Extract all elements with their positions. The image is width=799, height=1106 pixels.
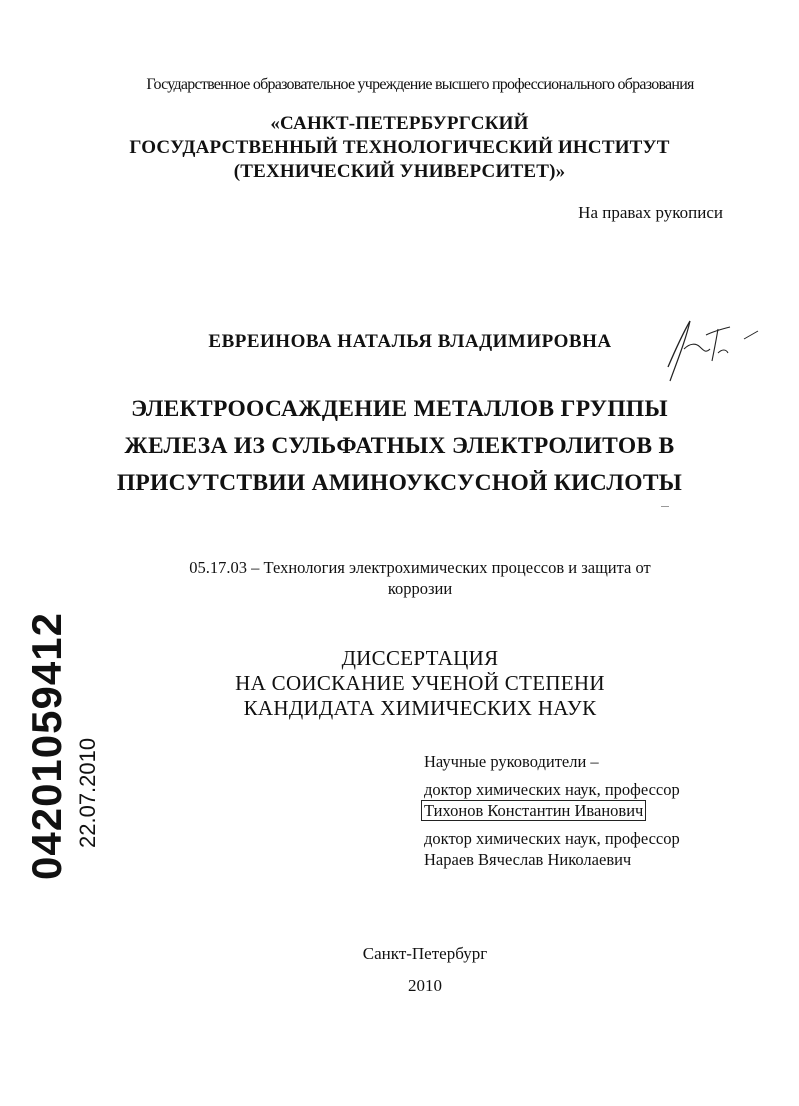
- thesis-title-line-1: ЭЛЕКТРООСАЖДЕНИЕ МЕТАЛЛОВ ГРУППЫ: [131, 396, 668, 422]
- university-name-line-2: ГОСУДАРСТВЕННЫЙ ТЕХНОЛОГИЧЕСКИЙ ИНСТИТУТ: [129, 137, 670, 158]
- specialty: [140, 557, 700, 599]
- university-name-line-3: (ТЕХНИЧЕСКИЙ УНИВЕРСИТЕТ)»: [233, 161, 566, 182]
- year: 2010: [408, 976, 442, 995]
- university-name: [0, 112, 799, 184]
- university-name-line-1: «САНКТ-ПЕТЕРБУРГСКИЙ: [270, 113, 529, 134]
- author-signature: [660, 313, 770, 385]
- degree-line-1: ДИССЕРТАЦИЯ: [341, 646, 499, 670]
- thesis-title: [0, 391, 799, 502]
- supervisors-block: [424, 751, 754, 870]
- supervisor-1-name: Тихонов Константин Иванович: [421, 800, 646, 821]
- rights-note: На правах рукописи: [578, 203, 723, 222]
- supervisor-2-title: доктор химических наук, профессор: [424, 829, 680, 848]
- specialty-line-2: коррозии: [387, 579, 453, 598]
- city: Санкт-Петербург: [362, 944, 488, 963]
- author-name: ЕВРЕИНОВА НАТАЛЬЯ ВЛАДИМИРОВНА: [208, 331, 612, 352]
- supervisor-2-name: Нараев Вячеслав Николаевич: [424, 850, 632, 869]
- thesis-title-line-3: ПРИСУТСТВИИ АМИНОУКСУСНОЙ КИСЛОТЫ: [116, 470, 683, 496]
- supervisor-1-title: доктор химических наук, профессор: [424, 780, 680, 799]
- degree-line-2: НА СОИСКАНИЕ УЧЕНОЙ СТЕПЕНИ: [235, 671, 605, 695]
- stamp-number: 04201059412: [23, 612, 70, 880]
- specialty-line-1: 05.17.03 – Технология электрохимических процессов и защита от: [189, 558, 651, 577]
- institution-line: Государственное образовательное учреждение высшего профессионального образования: [146, 76, 694, 93]
- degree-statement: [180, 646, 660, 721]
- supervisors-heading: Научные руководители –: [424, 752, 599, 771]
- degree-line-3: КАНДИДАТА ХИМИЧЕСКИХ НАУК: [243, 696, 597, 720]
- stamp-date: 22.07.2010: [75, 737, 100, 848]
- stray-mark: [661, 506, 669, 510]
- thesis-title-line-2: ЖЕЛЕЗА ИЗ СУЛЬФАТНЫХ ЭЛЕКТРОЛИТОВ В: [124, 433, 675, 459]
- library-stamp: [23, 612, 114, 880]
